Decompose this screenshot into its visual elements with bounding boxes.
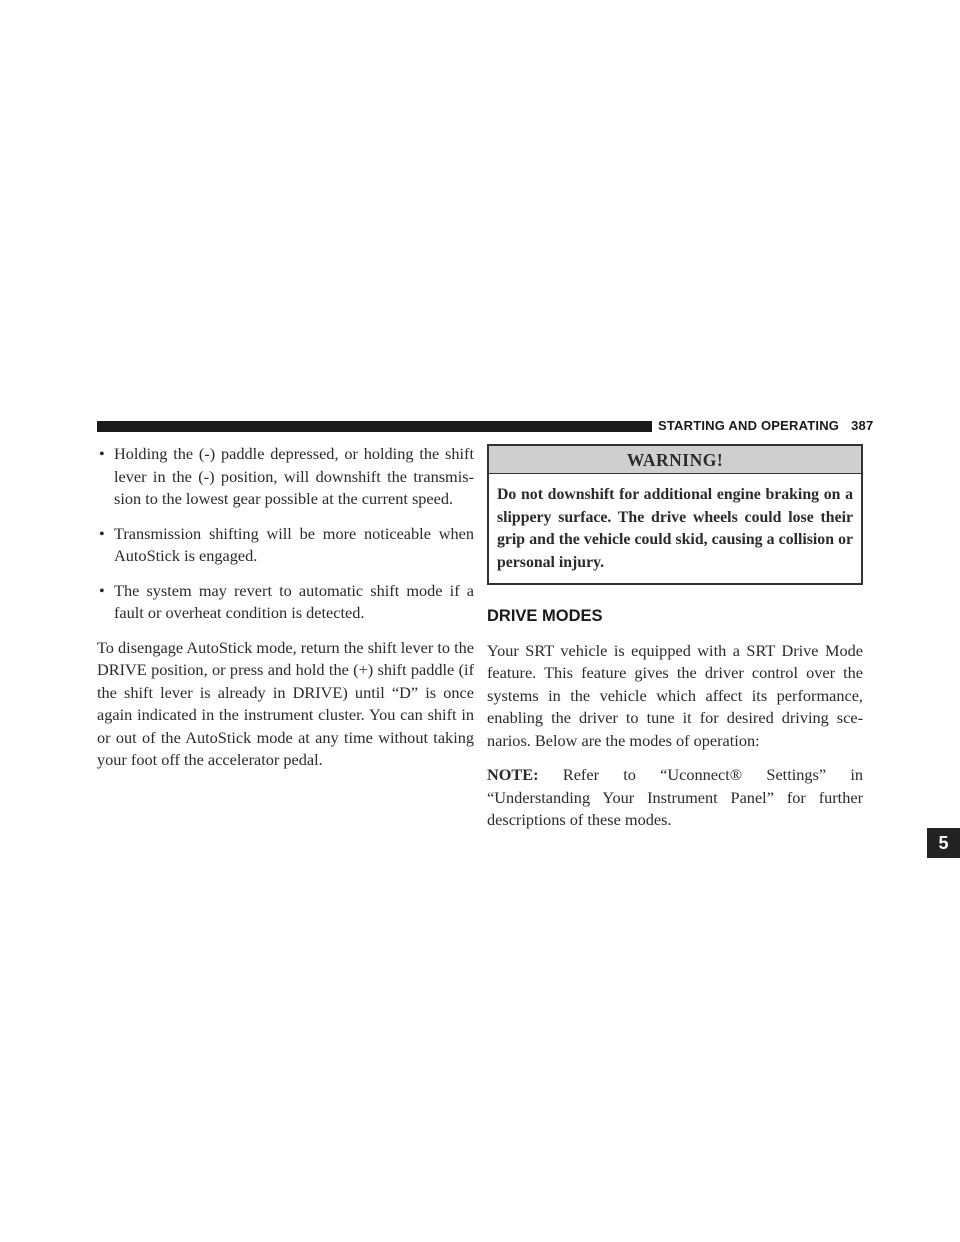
- drive-modes-paragraph: Your SRT vehicle is equipped with a SRT Drive Mode feature. This feature gives the driver control over the systems in the vehicle which affect its performance, enabling the driver to tune it for desired driving sce-narios. Below are the modes of operation:: [487, 640, 863, 750]
- section-title-header: STARTING AND OPERATING: [658, 418, 840, 433]
- header-rule: [97, 421, 652, 432]
- page-number: 387: [851, 418, 874, 433]
- bullet-dot: •: [99, 444, 105, 463]
- warning-title: WARNING!: [489, 446, 861, 474]
- right-column: [487, 444, 863, 832]
- bullet-item: [97, 443, 474, 511]
- bullet-text: The system may revert to automatic shift mode if a fault or overheat condition is detected.: [114, 580, 474, 622]
- bullet-text: Holding the (-) paddle depressed, or holding the shift lever in the (-) position, will downshift the transmis-sion to the lowest gear possible at the current speed.: [114, 444, 474, 508]
- note-paragraph: [487, 764, 863, 832]
- bullet-item: [97, 523, 474, 568]
- bullet-dot: •: [99, 523, 105, 543]
- warning-text: Do not downshift for additional engine braking on a slippery surface. The drive wheels could lose their grip and the vehicle could skid, causing a collision or personal injury.: [497, 486, 853, 571]
- bullet-item: [97, 580, 474, 625]
- chapter-tab: 5: [927, 828, 960, 858]
- note-label: NOTE:: [487, 765, 539, 784]
- left-column: [97, 443, 474, 772]
- warning-box: [487, 444, 863, 585]
- note-text: Refer to “Uconnect® Settings” in “Understanding Your Instrument Panel” for further descriptions of these modes.: [487, 765, 863, 829]
- running-header: [658, 418, 873, 433]
- bullet-text: Transmission shifting will be more noticeable when AutoStick is engaged.: [114, 523, 474, 565]
- bullet-dot: •: [99, 580, 105, 600]
- autostick-paragraph: To disengage AutoStick mode, return the shift lever to the DRIVE position, or press and hold the (+) shift paddle (if the shift lever is already in DRIVE) until “D” is once again indicated in the instrument cluster. You can shift in or out of the AutoStick mode at any time without taking your foot off the accelerator pedal.: [97, 637, 474, 769]
- drive-modes-heading: DRIVE MODES: [487, 607, 603, 625]
